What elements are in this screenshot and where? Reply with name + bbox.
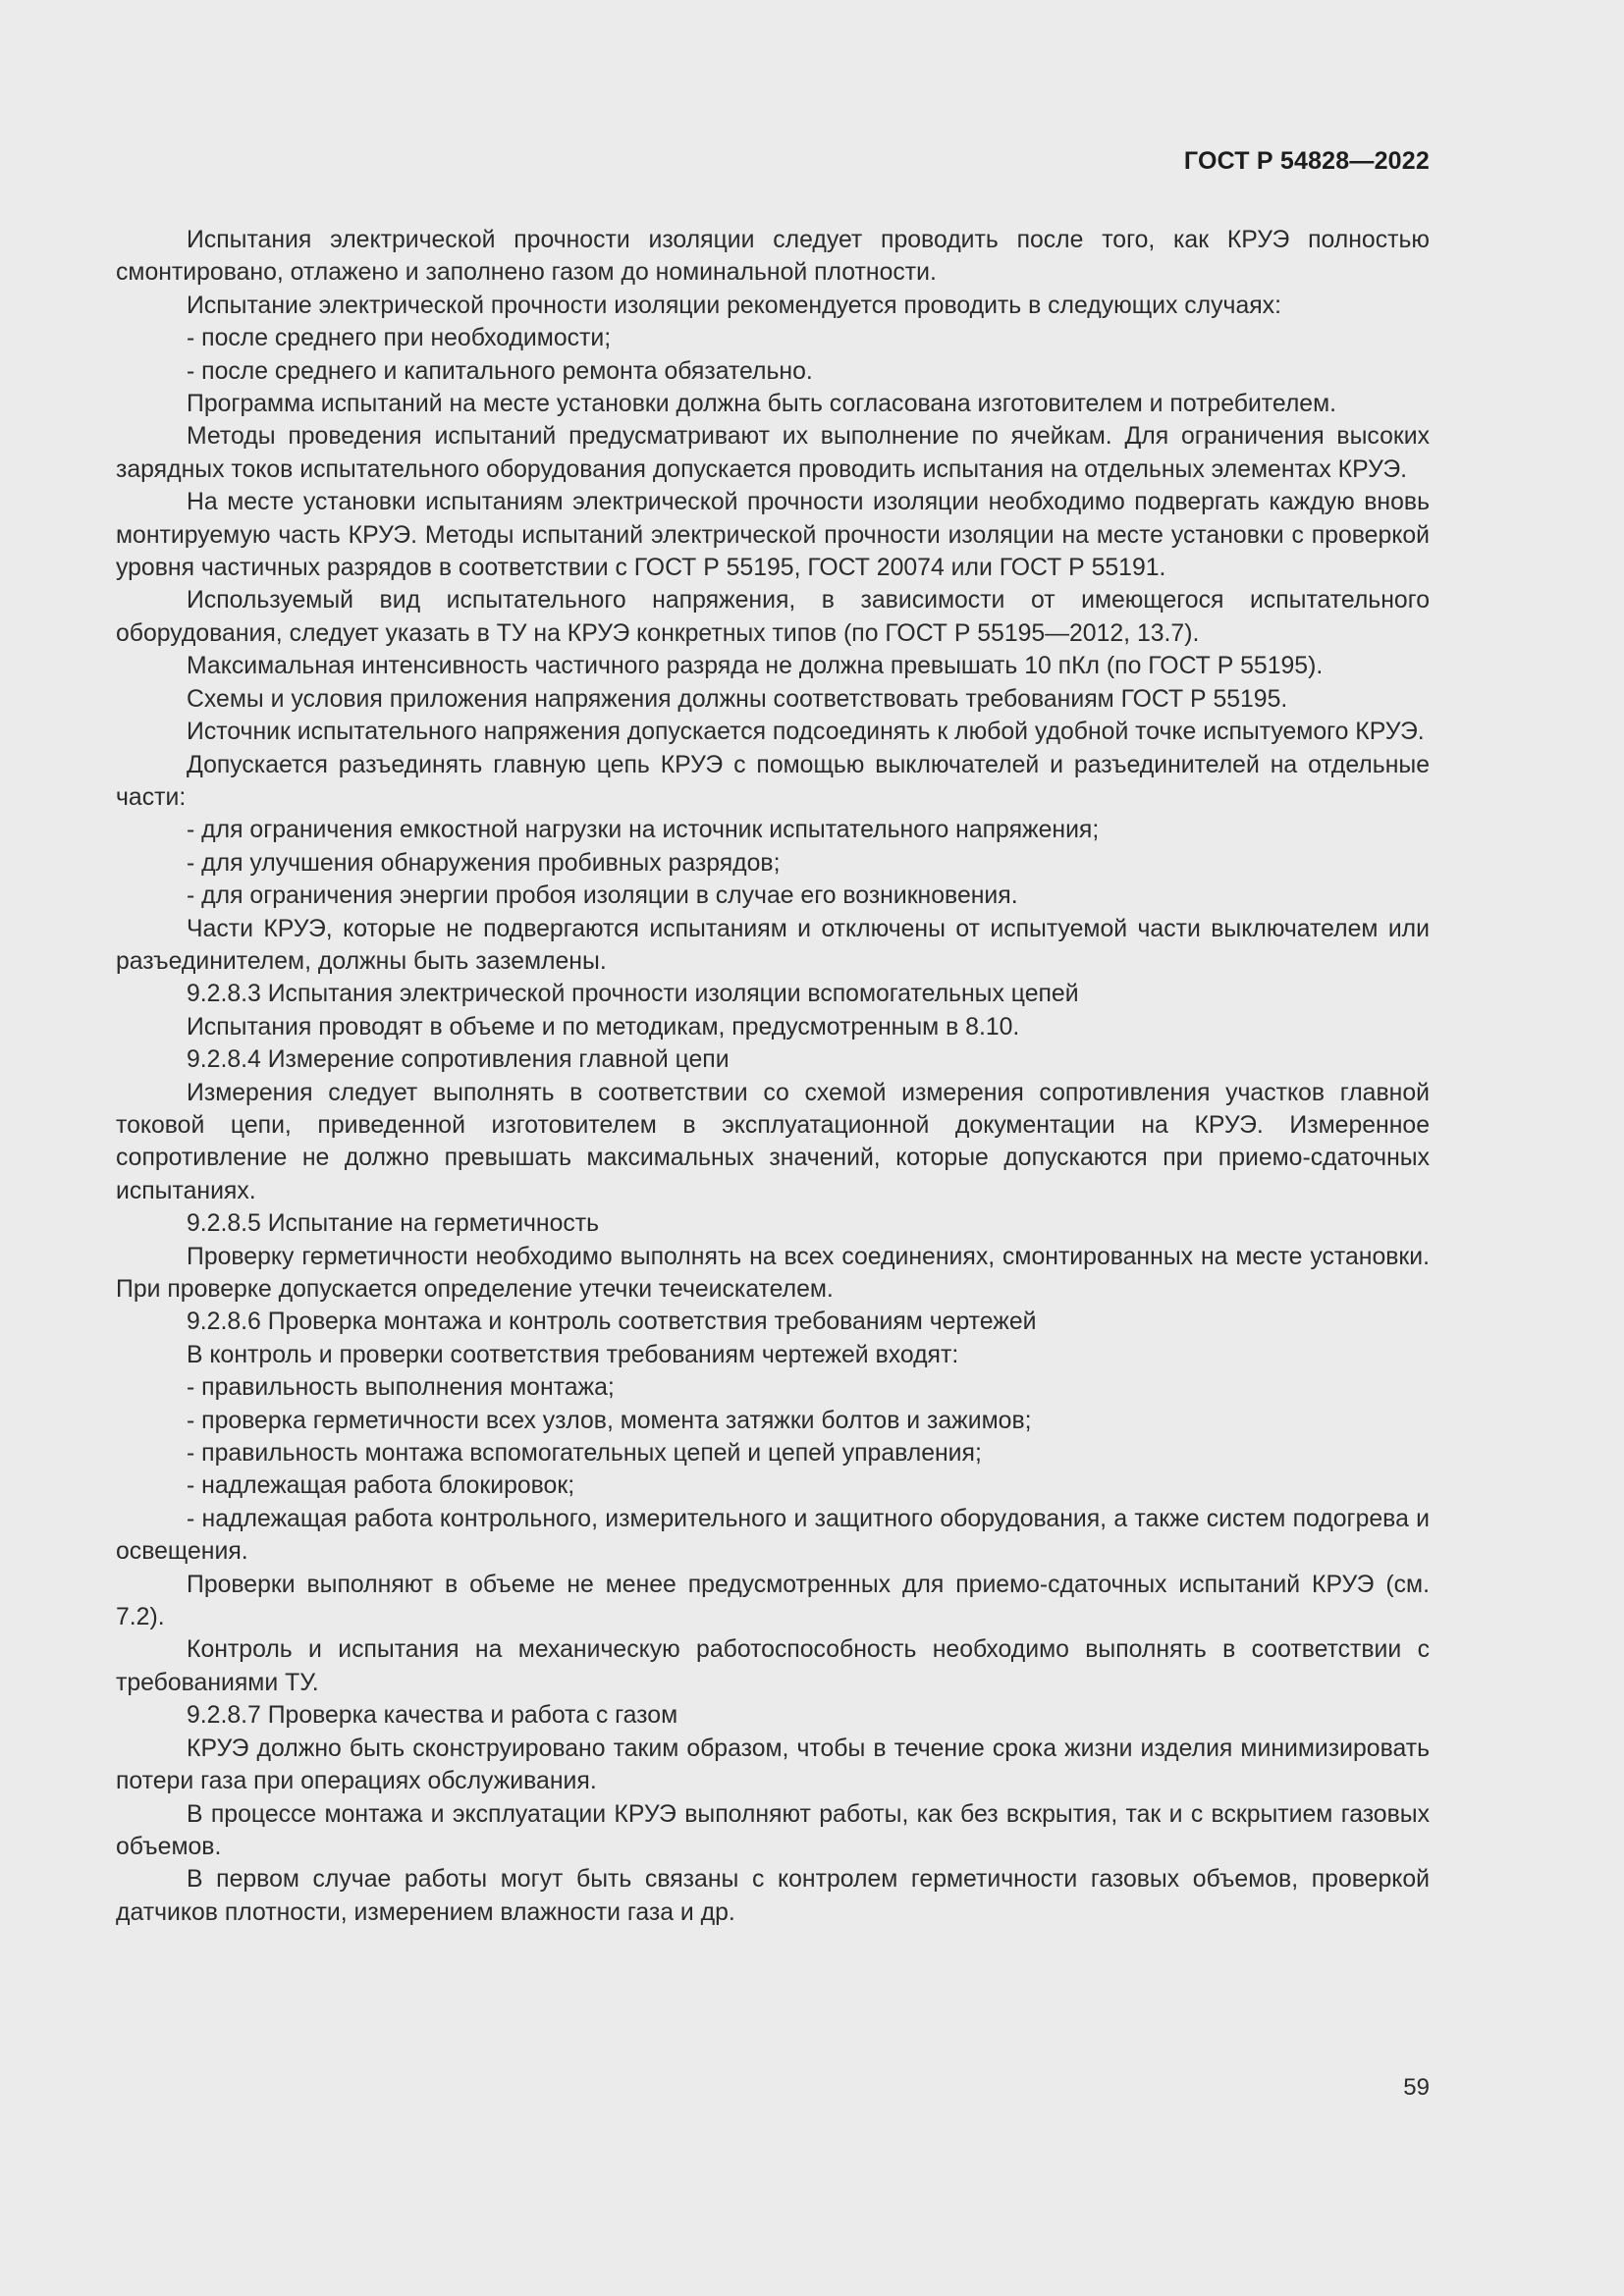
paragraph: Испытания электрической прочности изоляции следует проводить после того, как КРУЭ полностью смонтировано, отлажено и заполнено газом до номинальной плотности. <box>116 227 1430 287</box>
list-item: - для ограничения энергии пробоя изоляции в случае его возникновения. <box>187 882 1018 910</box>
paragraph: Измерения следует выполнять в соответствии со схемой измерения сопротивления участков главной токовой цепи, приведенной изготовителем в эксплуатационной документации на КРУЭ. Измеренное сопротивление не должно превышать максимальных значений, которые допускаются при приемо-сдаточных испытаниях. <box>116 1079 1430 1204</box>
list-item: - для улучшения обнаружения пробивных разрядов; <box>187 849 781 877</box>
body-text <box>116 224 1430 1929</box>
list-item: - проверка герметичности всех узлов, момента затяжки болтов и зажимов; <box>187 1407 1032 1434</box>
paragraph: Допускается разъединять главную цепь КРУЭ с помощью выключателей и разъединителей на отдельные части: <box>116 751 1430 811</box>
paragraph: Части КРУЭ, которые не подвергаются испытаниям и отключены от испытуемой части выключателем или разъединителем, должны быть заземлены. <box>116 915 1430 975</box>
list-item: - после среднего при необходимости; <box>187 325 612 352</box>
paragraph: Проверки выполняют в объеме не менее предусмотренных для приемо-сдаточных испытаний КРУЭ (см. 7.2). <box>116 1571 1430 1631</box>
paragraph: В первом случае работы могут быть связаны с контролем герметичности газовых объемов, проверкой датчиков плотности, измерением влажности газа и др. <box>116 1866 1430 1926</box>
document-id-header: ГОСТ Р 54828—2022 <box>1183 147 1430 175</box>
paragraph: В контроль и проверки соответствия требованиям чертежей входят: <box>187 1341 959 1368</box>
list-item: - правильность выполнения монтажа; <box>187 1374 615 1402</box>
paragraph: Методы проведения испытаний предусматривают их выполнение по ячейкам. Для ограничения высоких зарядных токов испытательного оборудования допускается проводить испытания на отдельных элементах КРУЭ. <box>116 423 1430 483</box>
section-heading: 9.2.8.4 Измерение сопротивления главной цепи <box>187 1046 730 1074</box>
paragraph: Проверку герметичности необходимо выполнять на всех соединениях, смонтированных на месте установки. При проверке допускается определение утечки течеискателем. <box>116 1243 1430 1303</box>
paragraph: КРУЭ должно быть сконструировано таким образом, чтобы в течение срока жизни изделия минимизировать потери газа при операциях обслуживания. <box>116 1735 1430 1795</box>
paragraph: Испытания проводят в объеме и по методикам, предусмотренным в 8.10. <box>187 1013 1020 1041</box>
section-heading: 9.2.8.5 Испытание на герметичность <box>187 1210 600 1238</box>
paragraph: Максимальная интенсивность частичного разряда не должна превышать 10 пКл (по ГОСТ Р 55195). <box>187 653 1324 680</box>
paragraph: Источник испытательного напряжения допускается подсоединять к любой удобной точке испытуемого КРУЭ. <box>187 719 1425 746</box>
list-item: - после среднего и капитального ремонта обязательно. <box>187 357 813 385</box>
page-number: 59 <box>1403 2074 1430 2101</box>
list-item: - надлежащая работа контрольного, измерительного и защитного оборудования, а также систем подогрева и освещения. <box>116 1505 1430 1566</box>
paragraph: Испытание электрической прочности изоляции рекомендуется проводить в следующих случаях: <box>187 292 1281 319</box>
paragraph: Используемый вид испытательного напряжения, в зависимости от имеющегося испытательного оборудования, следует указать в ТУ на КРУЭ конкретных типов (по ГОСТ Р 55195—2012, 13.7). <box>116 587 1430 647</box>
section-heading: 9.2.8.6 Проверка монтажа и контроль соответствия требованиям чертежей <box>187 1308 1037 1336</box>
list-item: - правильность монтажа вспомогательных цепей и цепей управления; <box>187 1440 982 1468</box>
paragraph: Схемы и условия приложения напряжения должны соответствовать требованиям ГОСТ Р 55195. <box>187 685 1288 713</box>
paragraph: Контроль и испытания на механическую работоспособность необходимо выполнять в соответствии с требованиями ТУ. <box>116 1636 1430 1696</box>
paragraph: На месте установки испытаниям электрической прочности изоляции необходимо подвергать каждую вновь монтируемую часть КРУЭ. Методы испытаний электрической прочности изоляции на месте установки с проверкой уровня частичных разрядов в соответствии с ГОСТ Р 55195, ГОСТ 20074 или ГОСТ Р 55191. <box>116 489 1430 582</box>
list-item: - для ограничения емкостной нагрузки на источник испытательного напряжения; <box>187 817 1100 844</box>
list-item: - надлежащая работа блокировок; <box>187 1472 575 1500</box>
paragraph: В процессе монтажа и эксплуатации КРУЭ выполняют работы, как без вскрытия, так и с вскрытием газовых объемов. <box>116 1800 1430 1860</box>
section-heading: 9.2.8.7 Проверка качества и работа с газом <box>187 1702 678 1730</box>
section-heading: 9.2.8.3 Испытания электрической прочности изоляции вспомогательных цепей <box>187 981 1079 1008</box>
paragraph: Программа испытаний на месте установки должна быть согласована изготовителем и потребителем. <box>187 391 1337 418</box>
